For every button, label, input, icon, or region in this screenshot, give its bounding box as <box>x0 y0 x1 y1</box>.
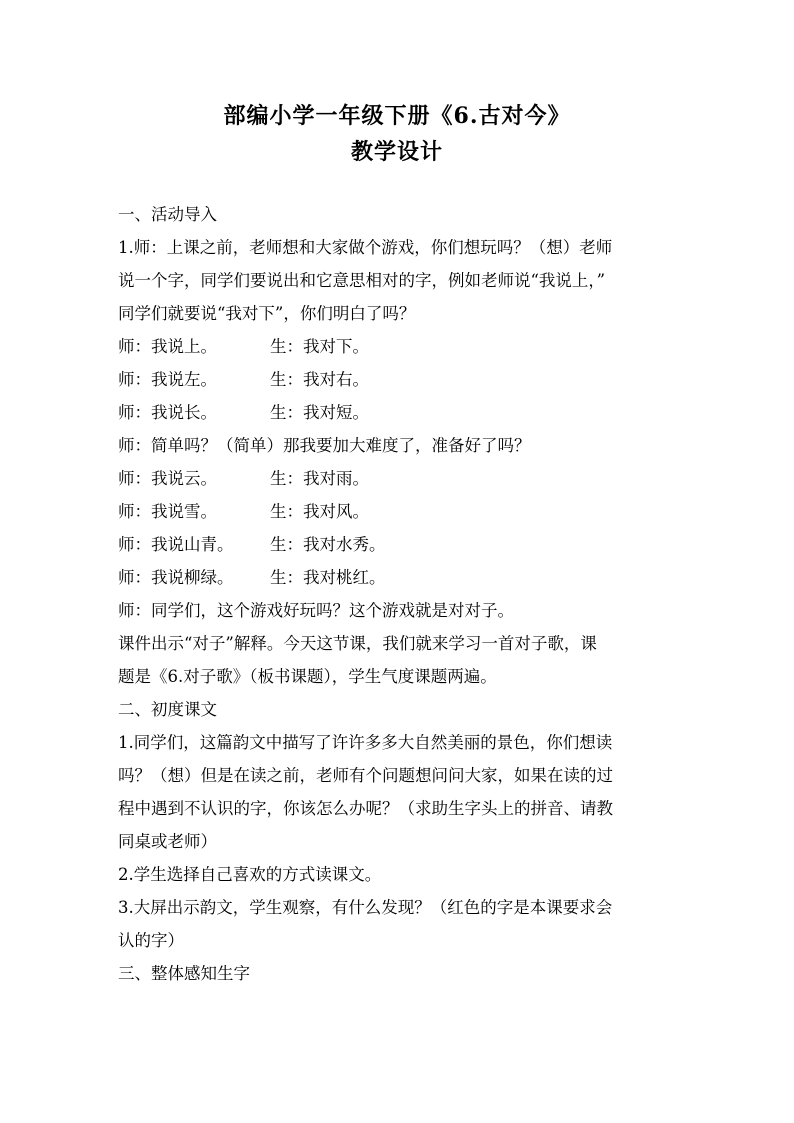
section-heading: 二、初度课文 <box>118 700 217 719</box>
teacher-line: 师：我说长。 <box>118 403 217 422</box>
paragraph-line: 同桌或老师） <box>118 832 217 851</box>
section-heading: 三、整体感知生字 <box>118 964 250 983</box>
teacher-line: 师：我说雪。 <box>118 502 217 521</box>
paragraph-line: 师：简单吗？（简单）那我要加大难度了，准备好了吗？ <box>118 436 531 455</box>
paragraph-line: 认的字） <box>118 931 184 950</box>
paragraph-line: 1.师：上课之前，老师想和大家做个游戏，你们想玩吗？（想）老师 <box>118 238 613 257</box>
teacher-line: 师：我说上。 <box>118 337 217 356</box>
student-line: 生：我对右。 <box>270 370 369 389</box>
paragraph-line: 吗？（想）但是在读之前，老师有个问题想问问大家，如果在读的过 <box>118 766 613 785</box>
dialogue-row <box>118 396 678 429</box>
paragraph-line: 程中遇到不认识的字，你该怎么办呢？（求助生字头上的拼音、请教 <box>118 799 613 818</box>
paragraph-line: 师：同学们，这个游戏好玩吗？这个游戏就是对对子。 <box>118 601 514 620</box>
teacher-line: 师：我说云。 <box>118 469 217 488</box>
paragraph-line: 题是《6.对子歌》（板书课题），学生气度课题两遍。 <box>118 667 497 686</box>
student-line: 生：我对桃红。 <box>270 568 386 587</box>
dialogue-row <box>118 363 678 396</box>
teacher-line: 师：我说山青。 <box>118 535 234 554</box>
paragraph-line: 1.同学们，这篇韵文中描写了许许多多大自然美丽的景色，你们想读 <box>118 733 613 752</box>
dialogue-row <box>118 528 678 561</box>
paragraph-line: 说一个字，同学们要说出和它意思相对的字，例如老师说“我说上，” <box>118 271 606 290</box>
teacher-line: 师：我说左。 <box>118 370 217 389</box>
document-body <box>118 198 678 990</box>
student-line: 生：我对风。 <box>270 502 369 521</box>
paragraph-line: 同学们就要说“我对下”，你们明白了吗？ <box>118 304 416 323</box>
paragraph-line: 3.大屏出示韵文，学生观察，有什么发现？（红色的字是本课要求会 <box>118 898 613 917</box>
student-line: 生：我对水秀。 <box>270 535 386 554</box>
dialogue-row <box>118 330 678 363</box>
paragraph-line: 2.学生选择自己喜欢的方式读课文。 <box>118 865 382 884</box>
section-heading: 一、活动导入 <box>118 205 217 224</box>
paragraph-line: 课件出示“对子”解释。今天这节课，我们就来学习一首对子歌，课 <box>118 634 597 653</box>
student-line: 生：我对短。 <box>270 403 369 422</box>
document-subtitle: 教学设计 <box>350 139 443 165</box>
dialogue-row <box>118 495 678 528</box>
dialogue-row <box>118 561 678 594</box>
student-line: 生：我对雨。 <box>270 469 369 488</box>
document-title: 部编小学一年级下册《6.古对今》 <box>223 103 571 129</box>
dialogue-row <box>118 462 678 495</box>
teacher-line: 师：我说柳绿。 <box>118 568 234 587</box>
student-line: 生：我对下。 <box>270 337 369 356</box>
